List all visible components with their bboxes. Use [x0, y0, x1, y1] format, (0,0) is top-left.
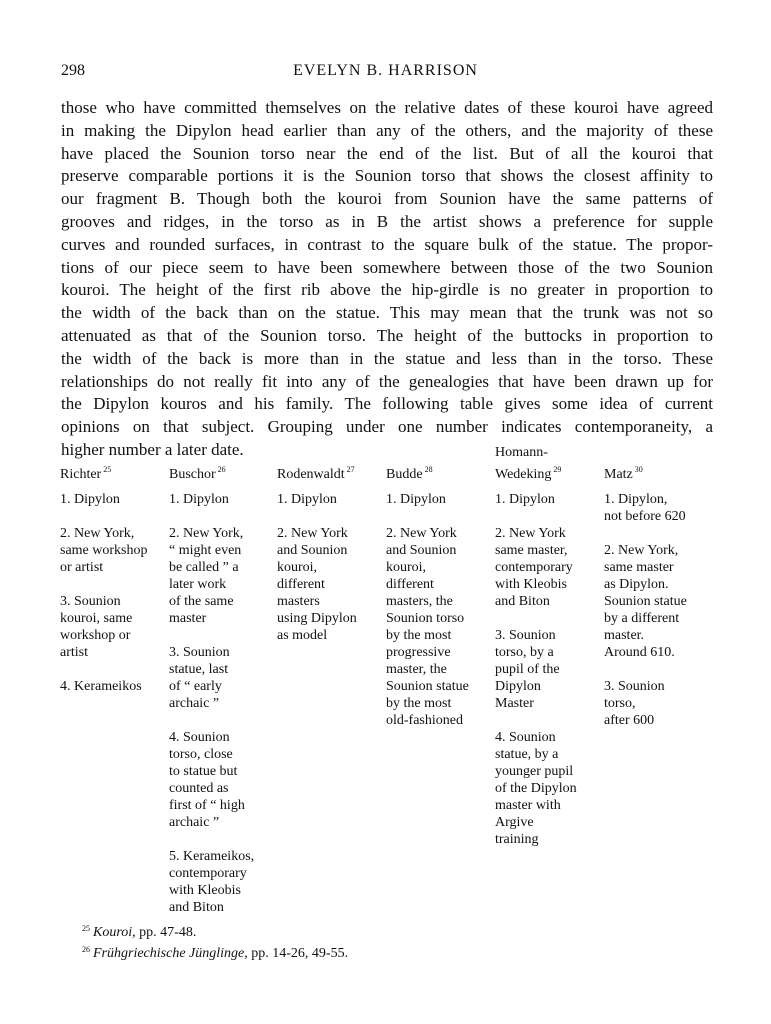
- body-line: grooves and ridges, in the torso as in B the artist shows a preference for supple: [61, 211, 713, 231]
- table-entry: 3. Sounion torso, by a pupil of the Dipylon Master: [495, 628, 560, 711]
- page-number: 298: [61, 62, 85, 79]
- column-buschor: [169, 491, 277, 933]
- footnote-text: , pp. 14-26, 49-55.: [244, 946, 349, 961]
- body-line: the width of the back than on the statue. This may mean that the trunk was not so: [61, 303, 713, 323]
- footnote-text: , pp. 47-48.: [132, 925, 197, 940]
- opinions-table: [60, 444, 714, 933]
- table-entry: 2. New York and Sounion kouroi, different masters using Dipylon as model: [277, 526, 357, 643]
- table-entry: 3. Sounion kouroi, same workshop or artist: [60, 594, 133, 660]
- column-richter: [60, 491, 169, 933]
- column-matz: [604, 491, 714, 933]
- footnote-ref: 27: [346, 465, 355, 474]
- running-head: EVELYN B. HARRISON: [293, 62, 478, 79]
- table-entry: 2. New York, same workshop or artist: [60, 526, 148, 575]
- footnote-number: 25: [82, 924, 90, 933]
- table-entry: 5. Kerameikos, contemporary with Kleobis and Biton: [169, 849, 255, 915]
- column-header-richter: Richter $^{25}$: [60, 465, 112, 482]
- column-header-matz: Matz $^{30}$: [604, 465, 643, 482]
- body-line: have placed the Sounion torso near the end of the list. But of all the kouroi that: [61, 143, 713, 163]
- body-line: the Dipylon kouros and his family. The following table gives some idea of current: [61, 394, 713, 414]
- table-entry: 4. Sounion torso, close to statue but counted as first of “ high archaic ”: [169, 730, 245, 830]
- table-header-row: [60, 444, 714, 491]
- body-line: in making the Dipylon head earlier than any of the others, and the majority of these: [61, 120, 713, 140]
- column-header-rodenwaldt: Rodenwaldt $^{27}$: [277, 465, 355, 482]
- body-line: attenuated as that of the Sounion torso. The height of the buttocks in proportion to: [61, 325, 713, 345]
- table-entry: 1. Dipylon: [60, 492, 120, 507]
- column-header-homann-wedeking: Homann- Wedeking $^{29}$: [495, 445, 562, 482]
- table-entry: 2. New York, “ might even be called ” a later work of the same master: [169, 526, 244, 626]
- column-homann-wedeking: [495, 491, 604, 933]
- body-line: tions of our piece seem to have been somewhere between those of the two Sounion: [61, 257, 713, 277]
- column-budde: [386, 491, 495, 933]
- table-entry: 4. Sounion statue, by a younger pupil of the Dipylon master with Argive training: [495, 730, 577, 847]
- footnote-26: [82, 941, 348, 962]
- body-line: curves and rounded surfaces, in contrast to the square bulk of the statue. The propor-: [61, 234, 713, 254]
- column-header-budde: Budde $^{28}$: [386, 465, 433, 482]
- table-entry: 1. Dipylon: [169, 492, 229, 507]
- footnote-title: Kouroi: [93, 925, 133, 940]
- page-header: [0, 62, 771, 84]
- table-entry: 2. New York and Sounion kouroi, different masters, the Sounion torso by the most progressive master, the Sounion statue by the most old-fashioned: [386, 526, 469, 728]
- footnote-ref: 29: [553, 465, 562, 474]
- table-entry: 2. New York same master, contemporary with Kleobis and Biton: [495, 526, 573, 609]
- table-entry: 1. Dipylon: [386, 492, 446, 507]
- footnote-ref: 30: [634, 465, 643, 474]
- table-entry: 1. Dipylon, not before 620: [604, 492, 686, 524]
- table-entry: 4. Kerameikos: [60, 679, 142, 694]
- column-header-buschor: Buschor $^{26}$: [169, 465, 226, 482]
- footnote-25: [82, 920, 348, 941]
- table-entry: 1. Dipylon: [277, 492, 337, 507]
- footnotes: [82, 920, 348, 962]
- table-entry: 1. Dipylon: [495, 492, 555, 507]
- body-line: those who have committed themselves on the relative dates of these kouroi have agreed: [61, 98, 713, 117]
- body-line: preserve comparable portions it is the Sounion torso that shows the closest affinity to: [61, 166, 713, 186]
- body-paragraph: [61, 97, 713, 462]
- footnote-ref: 26: [217, 465, 226, 474]
- body-line: the width of the back is more than in the statue and less than in the torso. These: [61, 348, 713, 368]
- table-entry: 3. Sounion torso, after 600: [604, 679, 665, 728]
- body-line: our fragment B. Though both the kouroi from Sounion have the same patterns of: [61, 189, 713, 209]
- table-entry: 3. Sounion statue, last of “ early archaic ”: [169, 645, 230, 711]
- column-rodenwaldt: [277, 491, 386, 933]
- footnote-ref: 28: [424, 465, 433, 474]
- table-body-row: [60, 491, 714, 933]
- table-entry: 2. New York, same master as Dipylon. Sounion statue by a different master. Around 610.: [604, 543, 687, 660]
- body-line: kouroi. The height of the first rib above the hip-girdle is no greater in proportion to: [61, 280, 713, 300]
- body-line: higher number a later date.: [61, 439, 244, 459]
- body-line: opinions on that subject. Grouping under one number indicates contemporaneity, a: [61, 417, 713, 437]
- body-line: relationships do not really fit into any of the genealogies that have been drawn up for: [61, 371, 713, 391]
- footnote-title: Frühgriechische Jünglinge: [93, 946, 245, 961]
- footnote-ref: 25: [103, 465, 112, 474]
- footnote-number: 26: [82, 945, 90, 954]
